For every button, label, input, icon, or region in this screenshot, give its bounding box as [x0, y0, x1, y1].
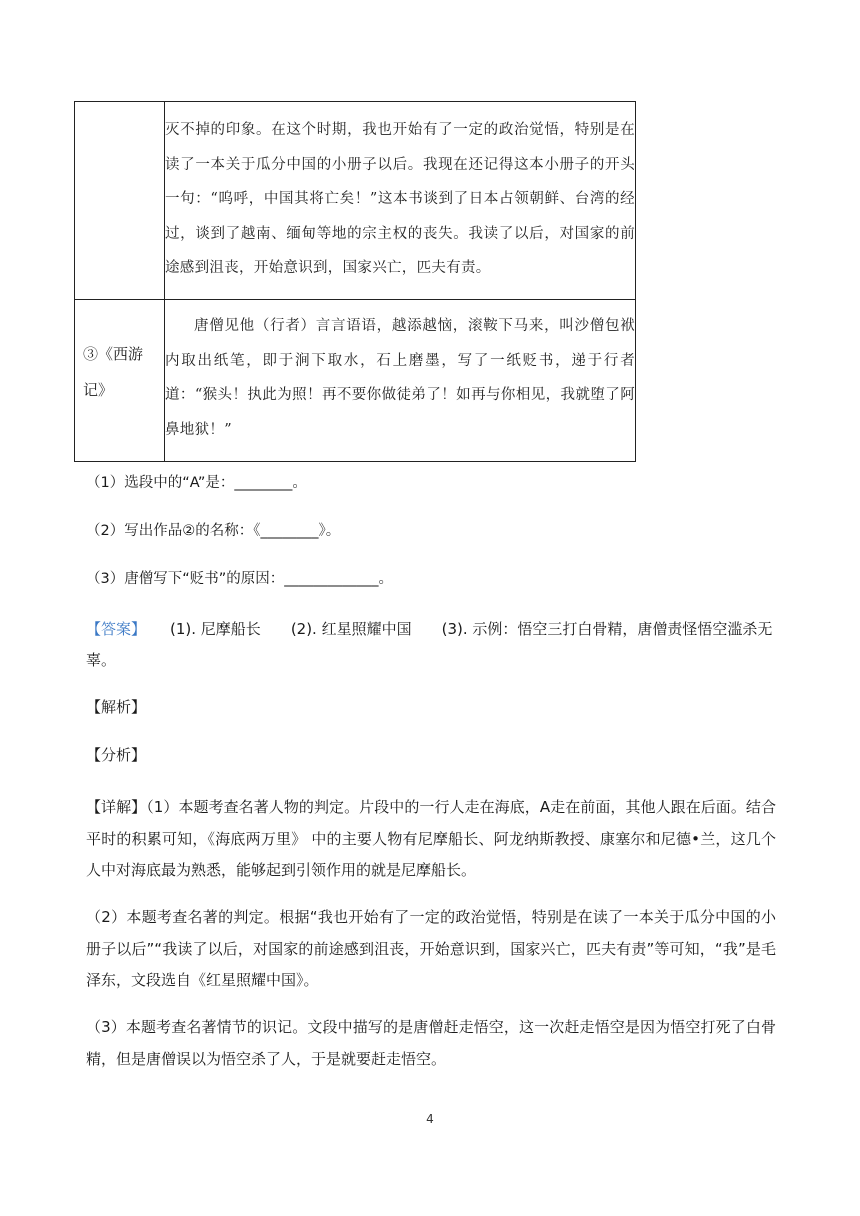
table-row — [75, 300, 636, 462]
answer-1: (1). 尼摩船长 — [170, 620, 261, 638]
table-label-cell — [75, 102, 165, 300]
question-2: （2）写出作品②的名称：《________》。 — [86, 523, 341, 539]
detail-paragraph-1 — [86, 792, 776, 887]
answer-tag: 【答案】 — [86, 620, 147, 638]
excerpt-table — [74, 101, 636, 462]
question-1: （1）选段中的“A”是：________。 — [86, 475, 307, 491]
fenxi-heading: 【分析】 — [86, 746, 147, 764]
table-label-cell — [75, 300, 165, 462]
excerpt-row2-text: 唐僧见他（行者）言言语语，越添越恼，滚鞍下马来，叫沙僧包袱内取出纸笔，即于涧下取水，石上磨墨，写了一纸贬书，递于行者道：“猴头！执此为照！再不要你做徒弟了！如再与你相见，我就堕了阿鼻地狱！” — [165, 318, 635, 438]
detail-tag: 【详解】 — [86, 798, 147, 816]
row1-label — [75, 102, 164, 138]
detail-text-1: （1）本题考查名著人物的判定。片段中的一行人走在海底，A走在前面，其他人跟在后面。结合平时的积累可知，《海底两万里》 中的主要人物有尼摩船长、阿龙纳斯教授、康塞尔和尼德•兰，这几个人中对海底最为熟悉，能够起到引领作用的就是尼摩船长。 — [86, 798, 776, 879]
table-text-cell — [165, 300, 636, 462]
excerpt-row1-text: 灭不掉的印象。在这个时期，我也开始有了一定的政治觉悟，特别是在读了一本关于瓜分中国的小册子以后。我现在还记得这本小册子的开头一句：“呜呼，中国其将亡矣！”这本书谈到了日本占领朝鲜、台湾的经过，谈到了越南、缅甸等地的宗主权的丧失。我读了以后，对国家的前途感到沮丧，开始意识到，国家兴亡，匹夫有责。 — [165, 122, 635, 276]
jiexi-heading: 【解析】 — [86, 698, 147, 716]
detail-paragraph-3: （3）本题考查名著情节的识记。文段中描写的是唐僧赶走悟空，这一次赶走悟空是因为悟空打死了白骨精，但是唐僧误以为悟空杀了人，于是就要赶走悟空。 — [86, 1018, 776, 1068]
answer-block — [86, 614, 786, 676]
table-row — [75, 102, 636, 300]
page-number: 4 — [426, 1112, 434, 1126]
row2-label: ③《西游记》 — [83, 345, 144, 399]
detail-paragraph-2: （2）本题考查名著的判定。根据“我也开始有了一定的政治觉悟，特别是在读了一本关于瓜分中国的小册子以后”“我读了以后，对国家的前途感到沮丧，开始意识到，国家兴亡，匹夫有责”等可知，“我”是毛泽东，文段选自《红星照耀中国》。 — [86, 908, 776, 989]
table-text-cell — [165, 102, 636, 300]
answer-3: (3). 示例：悟空三打白骨精，唐僧责怪悟空滥杀无辜。 — [86, 620, 773, 669]
question-3: （3）唐僧写下“贬书”的原因：_____________。 — [86, 571, 393, 587]
answer-2: (2). 红星照耀中国 — [290, 620, 412, 638]
